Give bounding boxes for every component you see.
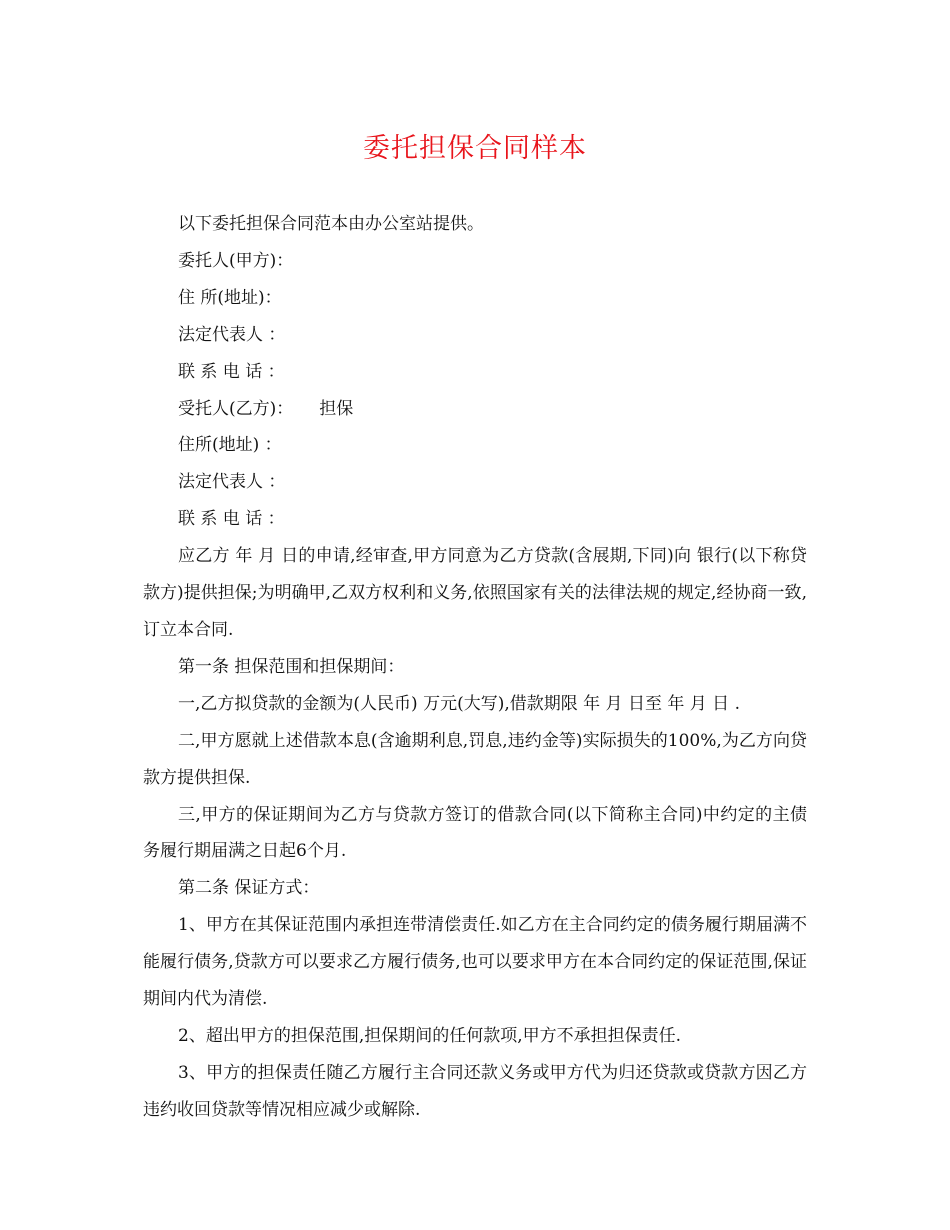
preamble-paragraph: 应乙方 年 月 日的申请,经审查,甲方同意为乙方贷款(含展期,下同)向 银行(以下称贷款方)提供担保;为明确甲,乙双方权利和义务,依照国家有关的法律法规的规定,经协商一致,订立本合同. xyxy=(143,546,807,640)
article-2-clause-1: 1、甲方在其保证范围内承担连带清偿责任.如乙方在主合同约定的债务履行期届满不能履行债务,贷款方可以要求乙方履行债务,也可以要求甲方在本合同约定的保证范围,保证期间内代为清偿. xyxy=(143,915,807,1010)
party-a-label: 委托人(甲方)： xyxy=(178,250,294,271)
article-2-clause-2: 2、超出甲方的担保范围,担保期间的任何款项,甲方不承担担保责任. xyxy=(178,1025,682,1046)
party-b-value: 担保 xyxy=(319,398,354,419)
party-a-address-label: 住 所(地址)： xyxy=(178,287,282,308)
party-b-phone-label: 联 系 电 话 ： xyxy=(178,509,285,530)
document-title: 委托担保合同样本 xyxy=(363,133,587,164)
article-2-clause-3: 3、甲方的担保责任随乙方履行主合同还款义务或甲方代为归还贷款或贷款方因乙方违约收回贷款等情况相应减少或解除. xyxy=(143,1062,807,1120)
intro-paragraph: 以下委托担保合同范本由办公室站提供。 xyxy=(178,214,484,234)
party-a-representative-label: 法定代表人 ： xyxy=(178,324,286,345)
document-body xyxy=(143,206,807,1129)
party-b-address-label: 住所(地址) ： xyxy=(178,435,282,456)
party-a-phone-label: 联 系 电 话 ： xyxy=(178,361,285,382)
article-1-heading: 第一条 担保范围和担保期间： xyxy=(178,656,405,677)
party-b-label: 受托人(乙方)： xyxy=(178,398,294,419)
article-1-clause-3: 三,甲方的保证期间为乙方与贷款方签订的借款合同(以下简称主合同)中约定的主债务履行期届满之日起6个月. xyxy=(143,804,807,862)
party-b-representative-label: 法定代表人 ： xyxy=(178,472,286,493)
party-b-line xyxy=(143,391,807,428)
article-1-clause-2: 二,甲方愿就上述借款本息(含逾期利息,罚息,违约金等)实际损失的100%,为乙方向贷款方提供担保. xyxy=(143,730,807,788)
article-2-heading: 第二条 保证方式： xyxy=(178,878,320,899)
article-1-clause-1: 一,乙方拟贷款的金额为(人民币) 万元(大写),借款期限 年 月 日至 年 月 日 . xyxy=(178,693,740,714)
